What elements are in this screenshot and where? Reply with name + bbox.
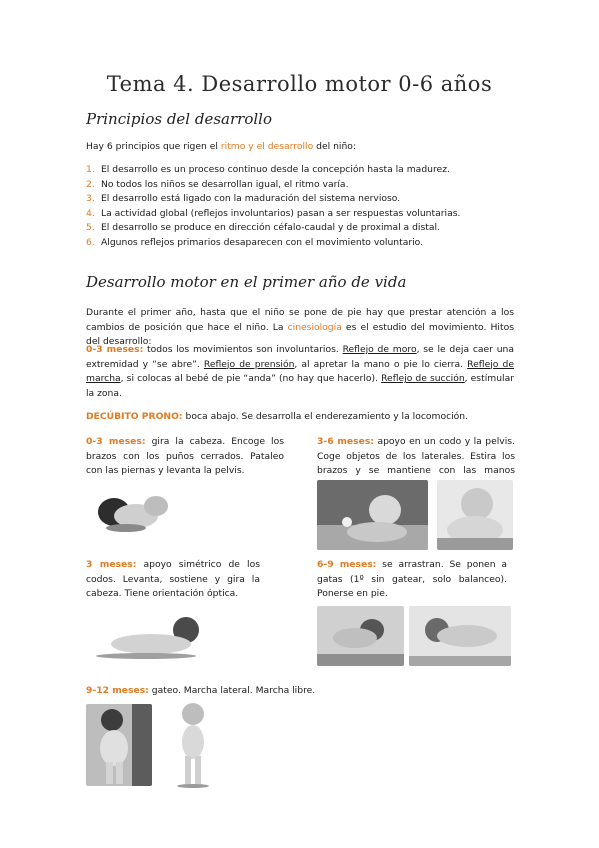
paragraph-reflexes xyxy=(86,343,514,401)
list-text: El desarrollo está ligado con la maduración del sistema nervioso. xyxy=(101,193,401,205)
list-number: 2. xyxy=(86,178,95,190)
intro-highlight: ritmo y el desarrollo xyxy=(220,141,314,152)
prono-label: DECÚBITO PRONO: xyxy=(86,411,183,422)
principles-list xyxy=(86,163,526,251)
p1-highlight: cinesiología xyxy=(287,321,342,333)
list-item xyxy=(86,192,526,207)
page-title: Tema 4. Desarrollo motor 0-6 años xyxy=(106,72,493,96)
p2-text: , estímular la zona. xyxy=(86,373,514,399)
reflex-succion: Reflejo de succión xyxy=(381,373,465,385)
stage-label: 6-9 meses: xyxy=(317,559,377,570)
baby-photo xyxy=(317,606,404,666)
p1-text-b: es el estudio del movimiento. Hitos del desarrollo: xyxy=(86,321,514,348)
list-item xyxy=(86,236,526,251)
list-text: El desarrollo es un proceso continuo desde la concepción hasta la madurez. xyxy=(101,164,450,175)
stage-label: 9-12 meses: xyxy=(86,685,149,696)
list-number: 4. xyxy=(86,207,95,219)
reflex-marcha: Reflejo de marcha xyxy=(86,358,514,385)
list-text: Algunos reflejos primarios desaparecen con el movimiento voluntario. xyxy=(101,236,424,248)
p2-label: 0-3 meses: xyxy=(86,344,144,355)
section-heading-desarrollo-motor: Desarrollo motor en el primer año de vida xyxy=(86,273,407,291)
reflex-prension: Reflejo de prensión xyxy=(203,358,295,370)
p2-text: , se le deja caer una extremidad y “se abre”. xyxy=(86,344,514,370)
list-item xyxy=(86,178,526,193)
stage-text: se arrastran. Se ponen a gatas (1º sin gatear, solo balanceo). Ponerse en pie. xyxy=(317,559,507,600)
baby-photo xyxy=(409,606,511,666)
p2-text: , si colocas al bebé de pie “anda” (no hay que hacerlo). xyxy=(120,373,382,385)
stage-label: 3-6 meses: xyxy=(317,436,374,447)
principles-intro xyxy=(86,140,516,155)
list-number: 6. xyxy=(86,236,95,248)
list-number: 3. xyxy=(86,193,95,205)
stage-text: gateo. Marcha lateral. Marcha libre. xyxy=(148,685,316,696)
list-text: No todos los niños se desarrollan igual, el ritmo varía. xyxy=(101,178,349,190)
stage-6-9-meses xyxy=(317,558,507,602)
section-heading-principios: Principios del desarrollo xyxy=(86,110,272,128)
stage-label: 3 meses: xyxy=(86,559,137,570)
baby-photo xyxy=(86,608,204,664)
reflex-moro: Reflejo de moro xyxy=(342,344,417,355)
baby-photo xyxy=(86,704,152,786)
stage-9-12-meses xyxy=(86,684,386,699)
list-item xyxy=(86,221,526,236)
list-number: 1. xyxy=(86,164,95,175)
intro-text-a: Hay 6 principios que rigen el xyxy=(86,141,221,152)
baby-photo xyxy=(317,480,428,550)
stage-text: gira la cabeza. Encoge los brazos con los puños cerrados. Pataleo con las piernas y levanta la pelvis. xyxy=(86,436,284,477)
p1-text-a: Durante el primer año, hasta que el niño se pone de pie hay que prestar atención a los cambios de posición que hace el niño. La xyxy=(86,307,514,333)
baby-photo xyxy=(437,480,513,550)
stage-text: apoyo en un codo y la pelvis. Coge objetos de los laterales. Estira los brazos y se mantiene con las manos xyxy=(317,436,515,477)
list-text: La actividad global (reflejos involuntarios) pasan a ser respuestas voluntarias. xyxy=(101,207,461,219)
baby-photo xyxy=(165,700,221,790)
stage-3-meses xyxy=(86,558,260,602)
p2-text: , al apretar la mano o pie lo cierra. xyxy=(294,358,468,370)
stage-label: 0-3 meses: xyxy=(86,436,146,447)
list-text: El desarrollo se produce en dirección céfalo-caudal y de proximal a distal. xyxy=(101,222,440,234)
baby-photo xyxy=(86,478,178,536)
decubito-prono-line xyxy=(86,410,526,425)
intro-text-b: del niño: xyxy=(313,141,357,152)
list-number: 5. xyxy=(86,222,95,234)
stage-text: apoyo simétrico de los codos. Levanta, sostiene y gira la cabeza. Tiene orientación óptica. xyxy=(86,559,260,600)
stage-0-3-meses xyxy=(86,435,284,479)
prono-text: boca abajo. Se desarrolla el enderezamiento y la locomoción. xyxy=(182,411,469,422)
list-item xyxy=(86,207,526,222)
p2-text: todos los movimientos son involuntarios. xyxy=(143,344,343,355)
list-item xyxy=(86,163,526,178)
